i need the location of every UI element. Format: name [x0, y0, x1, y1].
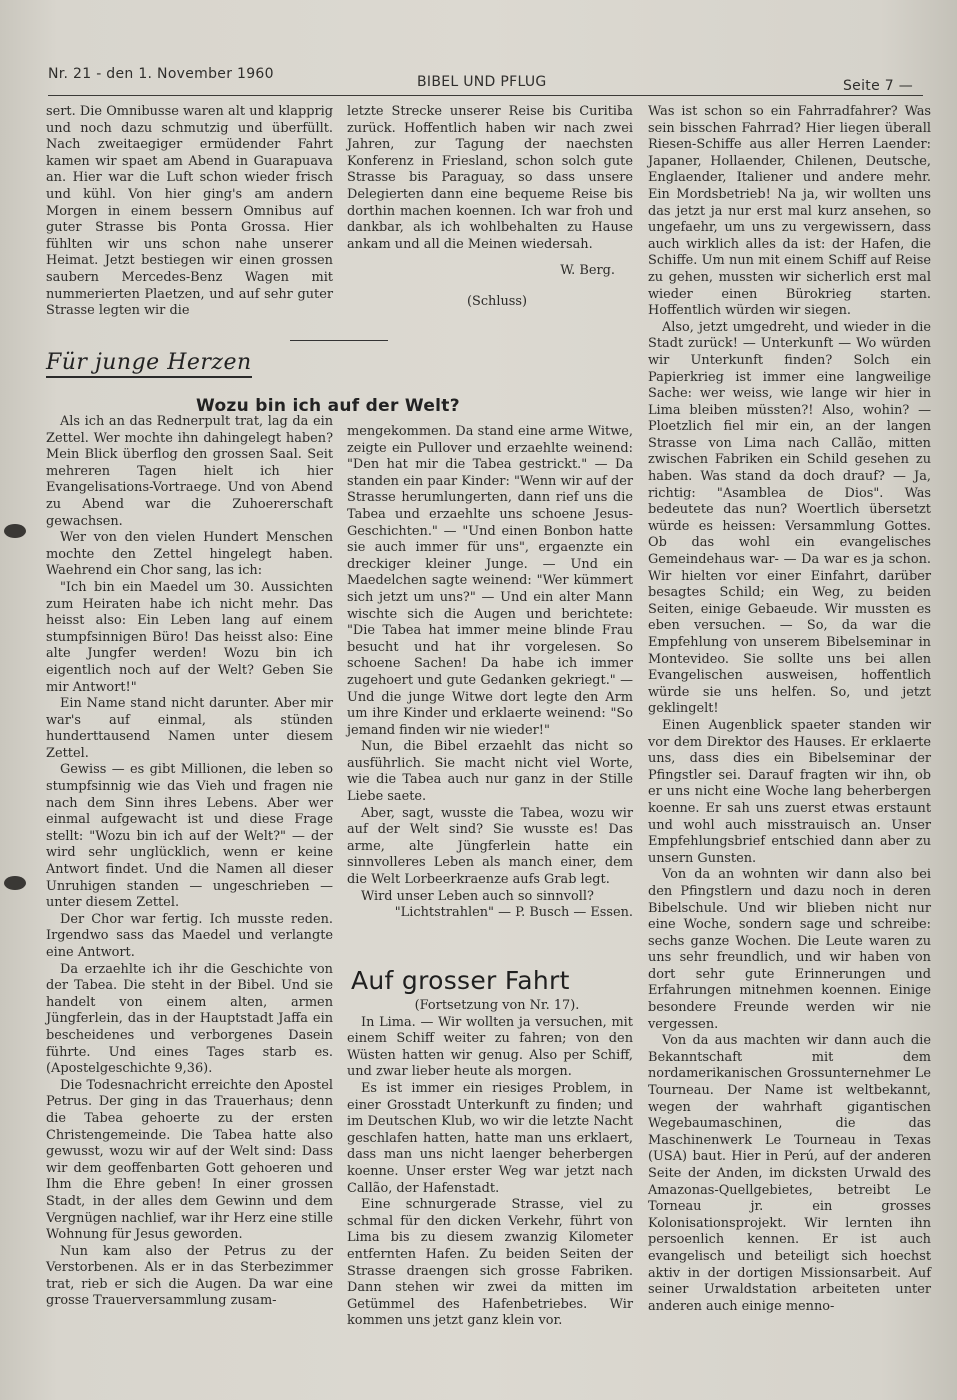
source-credit: "Lichtstrahlen" — P. Busch — Essen.: [394, 905, 633, 921]
paragraph: Nun kam also der Petrus zu der Verstorbenen. Als er in das Sterbezimmer trat, rieb er sich die Augen. Da war eine grosse Trauerversammlung zusam-: [46, 1243, 333, 1309]
paragraph: Was ist schon so ein Fahrradfahrer? Was sein bisschen Fahrrad? Hier liegen überall Riesen-Schiffe aus aller Herren Laender: Japaner, Hollaender, Chilenen, Deutsche, Englaender, Italiener und andere mehr. Ein Mordsbetrieb! Na ja, wir wollten uns das jetzt ja nur erst mal kurz ansehen, so ungefaehr, um uns zu vergewissern, dass auch wirklich alles da ist: der Hafen, die Schiffe. Um nun mit einem Schiff auf Reise zu gehen, mussten wir sicherlich erst mal wieder einen Bürokrieg starten. Hoffentlich würden wir siegen.: [648, 104, 931, 319]
article1-col1: [46, 414, 333, 1310]
paragraph: Der Chor war fertig. Ich musste reden. Irgendwo sass das Maedel und verlangte eine Antwort.: [46, 911, 333, 960]
paragraph: Von da aus machten wir dann auch die Bekanntschaft mit dem nordamerikanischen Grossunternehmer Le Tourneau. Der Name ist weltbekannt, wegen der wahrhaft gigantischen Wegebaumaschinen, die das Maschinenwerk Le Tourneau in Texas (USA) baut. Hier in Perú, auf der anderen Seite der Anden, im dicksten Urwald des Amazonas-Quellgebietes, betreibt Le Torneau jr. ein grosses Kolonisationsprojekt. Wir lernten ihn persoenlich kennen. Er ist auch evangelisch und beteiligt sich hoechst aktiv in der dortigen Missionsarbeit. Auf seiner Urwaldstation arbeiteten unter anderen auch einige menno-: [648, 1033, 931, 1314]
issue-date: Nr. 21 - den 1. November 1960: [48, 66, 274, 82]
prev-article-col1: [46, 104, 333, 320]
article1-col2: [347, 424, 633, 922]
paragraph: Eine schnurgerade Strasse, viel zu schmal für den dicken Verkehr, führt von Lima bis zu diesem zwanzig Kilometer entfernten Hafen. Zu beiden Seiten der Strasse draengen sich grosse Fabriken. Dann stehen wir zwei da mitten im Getümmel des Hafenbetriebes. Wir kommen uns jetzt ganz klein vor.: [347, 1197, 633, 1329]
paragraph: Es ist immer ein riesiges Problem, in einer Grosstadt Unterkunft zu finden; und im Deutschen Klub, wo wir die letzte Nacht geschlafen hatten, hatte man uns erklaert, dass man uns nicht laenger beherbergen koenne. Unser erster Weg war jetzt nach Callão, der Hafenstadt.: [347, 1080, 633, 1196]
paragraph: Nun, die Bibel erzaehlt das nicht so ausführlich. Sie macht nicht viel Worte, wie die Tabea auch nur ganz in der Stille Liebe saete.: [347, 739, 633, 805]
paragraph: letzte Strecke unserer Reise bis Curitiba zurück. Hoffentlich haben wir nach zwei Jahren, zur Tagung der naechsten Konferenz in Friesland, schon solch gute Strasse bis Paraguay, so dass unsere Delegierten dann eine bequeme Reise bis dorthin machen koennen. Ich war froh und dankbar, als ich wohlbehalten zu Hause ankam und all die Meinen wiedersah.: [347, 104, 633, 252]
paragraph: Die Todesnachricht erreichte den Apostel Petrus. Der ging in das Trauerhaus; denn die Tabea gehoerte zu der ersten Christengemeinde. Die Tabea hatte also gewusst, wozu wir auf der Welt sind: Dass wir dem geoffenbarten Gott gehoeren und Ihm die Ehre geben! In einer grossen Stadt, in der alles dem Gewinn und dem Vergnügen nachlief, war ihr Herz eine stille Wohnung für Jesus geworden.: [46, 1077, 333, 1243]
punch-hole: [4, 524, 26, 538]
paragraph: Wird unser Leben auch so sinnvoll?: [361, 888, 594, 904]
paragraph: Aber, sagt, wusste die Tabea, wozu wir auf der Welt sind? Sie wusste es! Das arme, alte Jüngferlein hatte ein sinnvolleres Leben als manch einer, dem die Welt Lorbeerkraenze aufs Grab legt.: [347, 805, 633, 888]
divider: [290, 340, 388, 341]
paragraph: In Lima. — Wir wollten ja versuchen, mit einem Schiff weiter zu fahren; von den Wüsten hatten wir genug. Also per Schiff, und zwar lieber heute als morgen.: [347, 1014, 633, 1080]
paragraph: Also, jetzt umgedreht, und wieder in die Stadt zurück! — Unterkunft — Wo würden wir Unterkunft finden? Solch ein Papierkrieg ist immer eine langweilige Sache: wer weiss, wie lange wir hier in Lima bleiben müssten?! Also, wohin? — Ploetzlich fiel mir ein, an der langen Strasse von Lima nach Callão, mitten zwischen Fabriken ein Schild gesehen zu haben. Was stand da doch drauf? — Ja, richtig: "Asamblea de Dios". Was bedeutete das nun? Woertlich übersetzt würde es heissen: Versammlung Gottes. Ob das wohl ein evangelisches Gemeindehaus war- — Da war es ja schon. Wir hielten vor einer Einfahrt, darüber besagtes Schild; ein Weg, zu beiden Seiten, einige Gebaeude. Wir mussten es eben versuchen. — So, da war die Empfehlung von unserem Bibelseminar in Montevideo. Sie sollte uns bei allen Evangelischen ausweisen, hoffentlich würde sie uns helfen. So, und jetzt geklingelt!: [648, 319, 931, 717]
paragraph: Als ich an das Rednerpult trat, lag da ein Zettel. Wer mochte ihn dahingelegt haben? Mein Blick überflog den grossen Saal. Seit mehreren Tagen hielt ich hier Evangelisations-Vortraege. Und von Abend zu Abend war die Zuhoererschaft gewachsen.: [46, 414, 333, 529]
paragraph: Von da an wohnten wir dann also bei den Pfingstlern und dazu noch in deren Bibelschule. Und wir blieben nicht nur eine Woche, sondern sage und schreibe: sechs ganze Wochen. Die Leute waren zu uns sehr freundlich, und wir haben von dort sehr gute Erinnerungen und Erfahrungen mitnehmen koennen. Einige besondere Freunde werden wir nie vergessen.: [648, 867, 931, 1032]
paragraph: Da erzaehlte ich ihr die Geschichte von der Tabea. Die steht in der Bibel. Und sie handelt von einem alten, armen Jüngferlein, das in der Hauptstadt Jaffa ein bescheidenes und verborgenes Dasein führte. Und eines Tages starb es. (Apostelgeschichte 9,36).: [46, 961, 333, 1077]
page-number: Seite 7 —: [843, 78, 913, 94]
publication-title: BIBEL UND PFLUG: [417, 74, 547, 90]
paragraph: Einen Augenblick spaeter standen wir vor dem Direktor des Hauses. Er erklaerte uns, dass dies ein Bibelseminar der Pfingstler sei. Darauf fragten wir ihn, ob er uns nicht eine Woche lang beherbergen koenne. Er sah uns zuerst etwas erstaunt und wohl auch misstrauisch an. Unser Empfehlungsbrief entschied dann aber zu unsern Gunsten.: [648, 717, 931, 866]
paragraph: mengekommen. Da stand eine arme Witwe, zeigte ein Pullover und erzaehlte weinend: "Den hat mir die Tabea gestrickt." — Da standen ein paar Kinder: "Wenn wir auf der Strasse herumlungerten, dann rief uns die Tabea und erzaehlte uns schoene Jesus-Geschichten." — "Und einen Bonbon hatte sie auch immer für uns", ergaenzte ein dreckiger kleiner Junge. — Und ein Maedelchen sagte weinend: "Wer kümmert sich jetzt um uns?" — Und ein alter Mann wischte sich die Augen und berichtete: "Die Tabea hat immer meine blinde Frau besucht und hat ihr vorgelesen. So schoene Sachen! Da habe ich immer zugehoert und gute Gedanken gekriegt." — Und die junge Witwe dort legte den Arm um ihre Kinder und erklaerte weinend: "So jemand finden wir nie wieder!": [347, 424, 633, 738]
section-heading: Für junge Herzen: [46, 350, 252, 375]
paragraph: Gewiss — es gibt Millionen, die leben so stumpfsinnig wie das Vieh und fragen nie nach dem Sinn ihres Lebens. Aber wer einmal aufgewacht ist und diese Frage stellt: "Wozu bin ich auf der Welt?" — der wird sehr unglücklich, wenn er keine Antwort findet. Und die Namen all dieser Unruhigen standen — ungeschrieben — unter diesem Zettel.: [46, 762, 333, 911]
prev-article-col2: [347, 104, 633, 311]
paragraph: sert. Die Omnibusse waren alt und klapprig und noch dazu schmutzig und überfüllt. Nach zweitaegiger ermüdender Fahrt kamen wir spaet am Abend in Guarapuava an. Hier war die Luft schon wieder frisch und kühl. Von hier ging's am andern Morgen in einem bessern Omnibus auf guter Strasse bis Ponta Grossa. Hier fühlten wir uns schon nahe unserer Heimat. Jetzt bestiegen wir einen grossen saubern Mercedes-Benz Wagen mit nummerierten Plaetzen, und auf sehr guter Strasse legten wir die: [46, 104, 333, 319]
paragraph: "Ich bin ein Maedel um 30. Aussichten zum Heiraten habe ich nicht mehr. Das heisst also: Ein Leben lang auf einem stumpfsinnigen Büro! Das heisst also: Eine alte Jungfer werden! Wozu bin ich eigentlich noch auf der Welt? Geben Sie mir Antwort!": [46, 579, 333, 695]
author: W. Berg.: [560, 263, 615, 279]
end-note: (Schluss): [466, 293, 528, 309]
section-underline: [46, 376, 252, 378]
subtitle: (Fortsetzung von Nr. 17).: [414, 998, 580, 1013]
punch-hole: [4, 876, 26, 890]
article2-col2: [347, 998, 633, 1330]
article-title: Wozu bin ich auf der Welt?: [196, 396, 460, 416]
paragraph: Wer von den vielen Hundert Menschen mochte den Zettel hingelegt haben. Waehrend ein Chor sang, las ich:: [46, 530, 333, 579]
article2-col3: [648, 104, 931, 1315]
article2-title: Auf grosser Fahrt: [351, 966, 570, 995]
header-rule: [48, 95, 923, 96]
paragraph: Ein Name stand nicht darunter. Aber mir war's auf einmal, als stünden hunderttausend Namen unter diesem Zettel.: [46, 696, 333, 761]
